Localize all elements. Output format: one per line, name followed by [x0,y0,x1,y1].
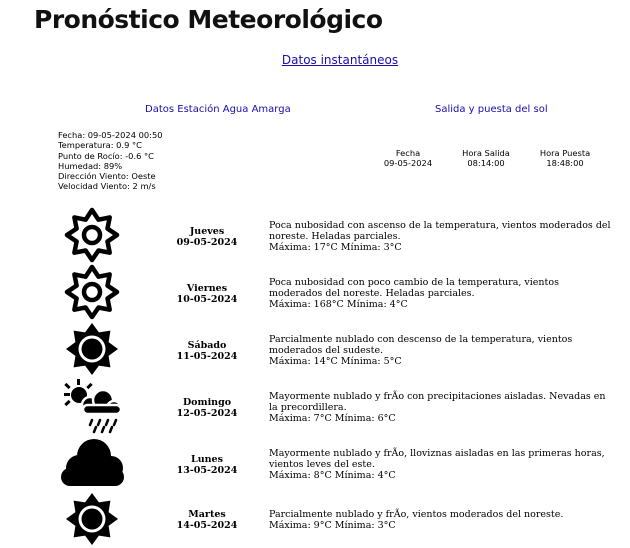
forecast-row [0,264,630,321]
forecast-row [0,491,630,548]
forecast-date [160,509,254,531]
forecast-day-name: Viernes [186,283,228,294]
station-title: Datos Estación Agua Amarga [145,104,291,115]
forecast-desc-text: Poca nubosidad con poco cambio de la temperatura, vientos moderados del noreste. Heladas parciales. [269,277,559,299]
sun-header-date: Fecha [395,148,421,158]
forecast-day-date: 09-05-2024 [176,237,238,248]
sun-solid-icon [58,491,126,547]
forecast-temps: Máxima: 8°C Mínima: 4°C [269,470,396,481]
sun-header-sunrise: Hora Salida [462,148,510,158]
sun-value-sunrise: 08:14:00 [467,158,505,169]
sun-title: Salida y puesta del sol [435,104,548,115]
forecast-desc-text: Parcialmente nublado con descenso de la temperatura, vientos moderados del sudeste. [269,334,573,356]
forecast-date [160,397,254,419]
sun-col-sunrise [446,148,526,169]
sun-col-sunset [525,148,605,169]
forecast-desc-text: Parcialmente nublado y frÃo, vientos moderados del noreste. [269,509,564,520]
forecast-temps: Máxima: 14°C Mínima: 5°C [269,356,402,367]
cloud-icon [58,435,126,491]
instant-data-link[interactable]: Datos instantáneos [281,53,399,67]
forecast-day-date: 10-05-2024 [176,294,238,305]
station-data [58,130,163,192]
forecast-row [0,435,630,492]
station-date: Fecha: 09-05-2024 00:50 [58,130,163,140]
forecast-row [0,321,630,378]
forecast-temps: Máxima: 7°C Mínima: 6°C [269,413,396,424]
forecast-row [0,207,630,264]
forecast-day-date: 12-05-2024 [176,408,238,419]
station-humidity: Humedad: 89% [58,160,123,171]
station-wind-direction: Dirección Viento: Oeste [58,171,156,182]
forecast-description [269,334,614,367]
forecast-date [160,283,254,305]
forecast-day-name: Jueves [189,226,225,237]
sun-cloud-rain-icon [58,378,126,434]
forecast-temps: Máxima: 9°C Mínima: 3°C [269,520,396,531]
forecast-day-date: 14-05-2024 [176,520,238,531]
sun-outline-icon [58,264,126,320]
station-dew-point: Punto de Rocío: -0.6 °C [58,150,154,161]
sun-outline-icon [58,207,126,263]
forecast-row [0,378,630,435]
station-temperature: Temperatura: 0.9 °C [58,140,142,151]
forecast-date [160,226,254,248]
station-wind-speed: Velocidad Viento: 2 m/s [58,181,156,192]
forecast-description [269,277,614,310]
sun-value-date: 09-05-2024 [383,158,433,169]
page-title: Pronóstico Meteorológico [34,5,383,34]
forecast-day-name: Domingo [182,397,232,408]
sun-header-sunset: Hora Puesta [539,148,591,158]
forecast-temps: Máxima: 17°C Mínima: 3°C [269,242,402,253]
sun-col-date [368,148,448,169]
forecast-day-name: Martes [188,509,226,520]
forecast-day-date: 11-05-2024 [176,351,238,362]
sun-solid-icon [58,321,126,377]
forecast-temps: Máxima: 168°C Mínima: 4°C [269,299,408,310]
forecast-description [269,391,614,424]
forecast-desc-text: Poca nubosidad con ascenso de la temperatura, vientos moderados del noreste. Heladas parciales. [269,220,611,242]
forecast-desc-text: Mayormente nublado y frÃo con precipitaciones aisladas. Nevadas en la precordillera. [269,391,606,413]
forecast-day-date: 13-05-2024 [176,465,238,476]
forecast-description [269,509,614,531]
forecast-description [269,220,614,253]
forecast-desc-text: Mayormente nublado y frÃo, lloviznas aisladas en las primeras horas, vientos leves del este. [269,448,605,470]
forecast-description [269,448,614,481]
forecast-date [160,454,254,476]
forecast-day-name: Sábado [187,340,227,351]
sun-value-sunset: 18:48:00 [546,158,584,169]
forecast-date [160,340,254,362]
forecast-day-name: Lunes [191,454,223,465]
